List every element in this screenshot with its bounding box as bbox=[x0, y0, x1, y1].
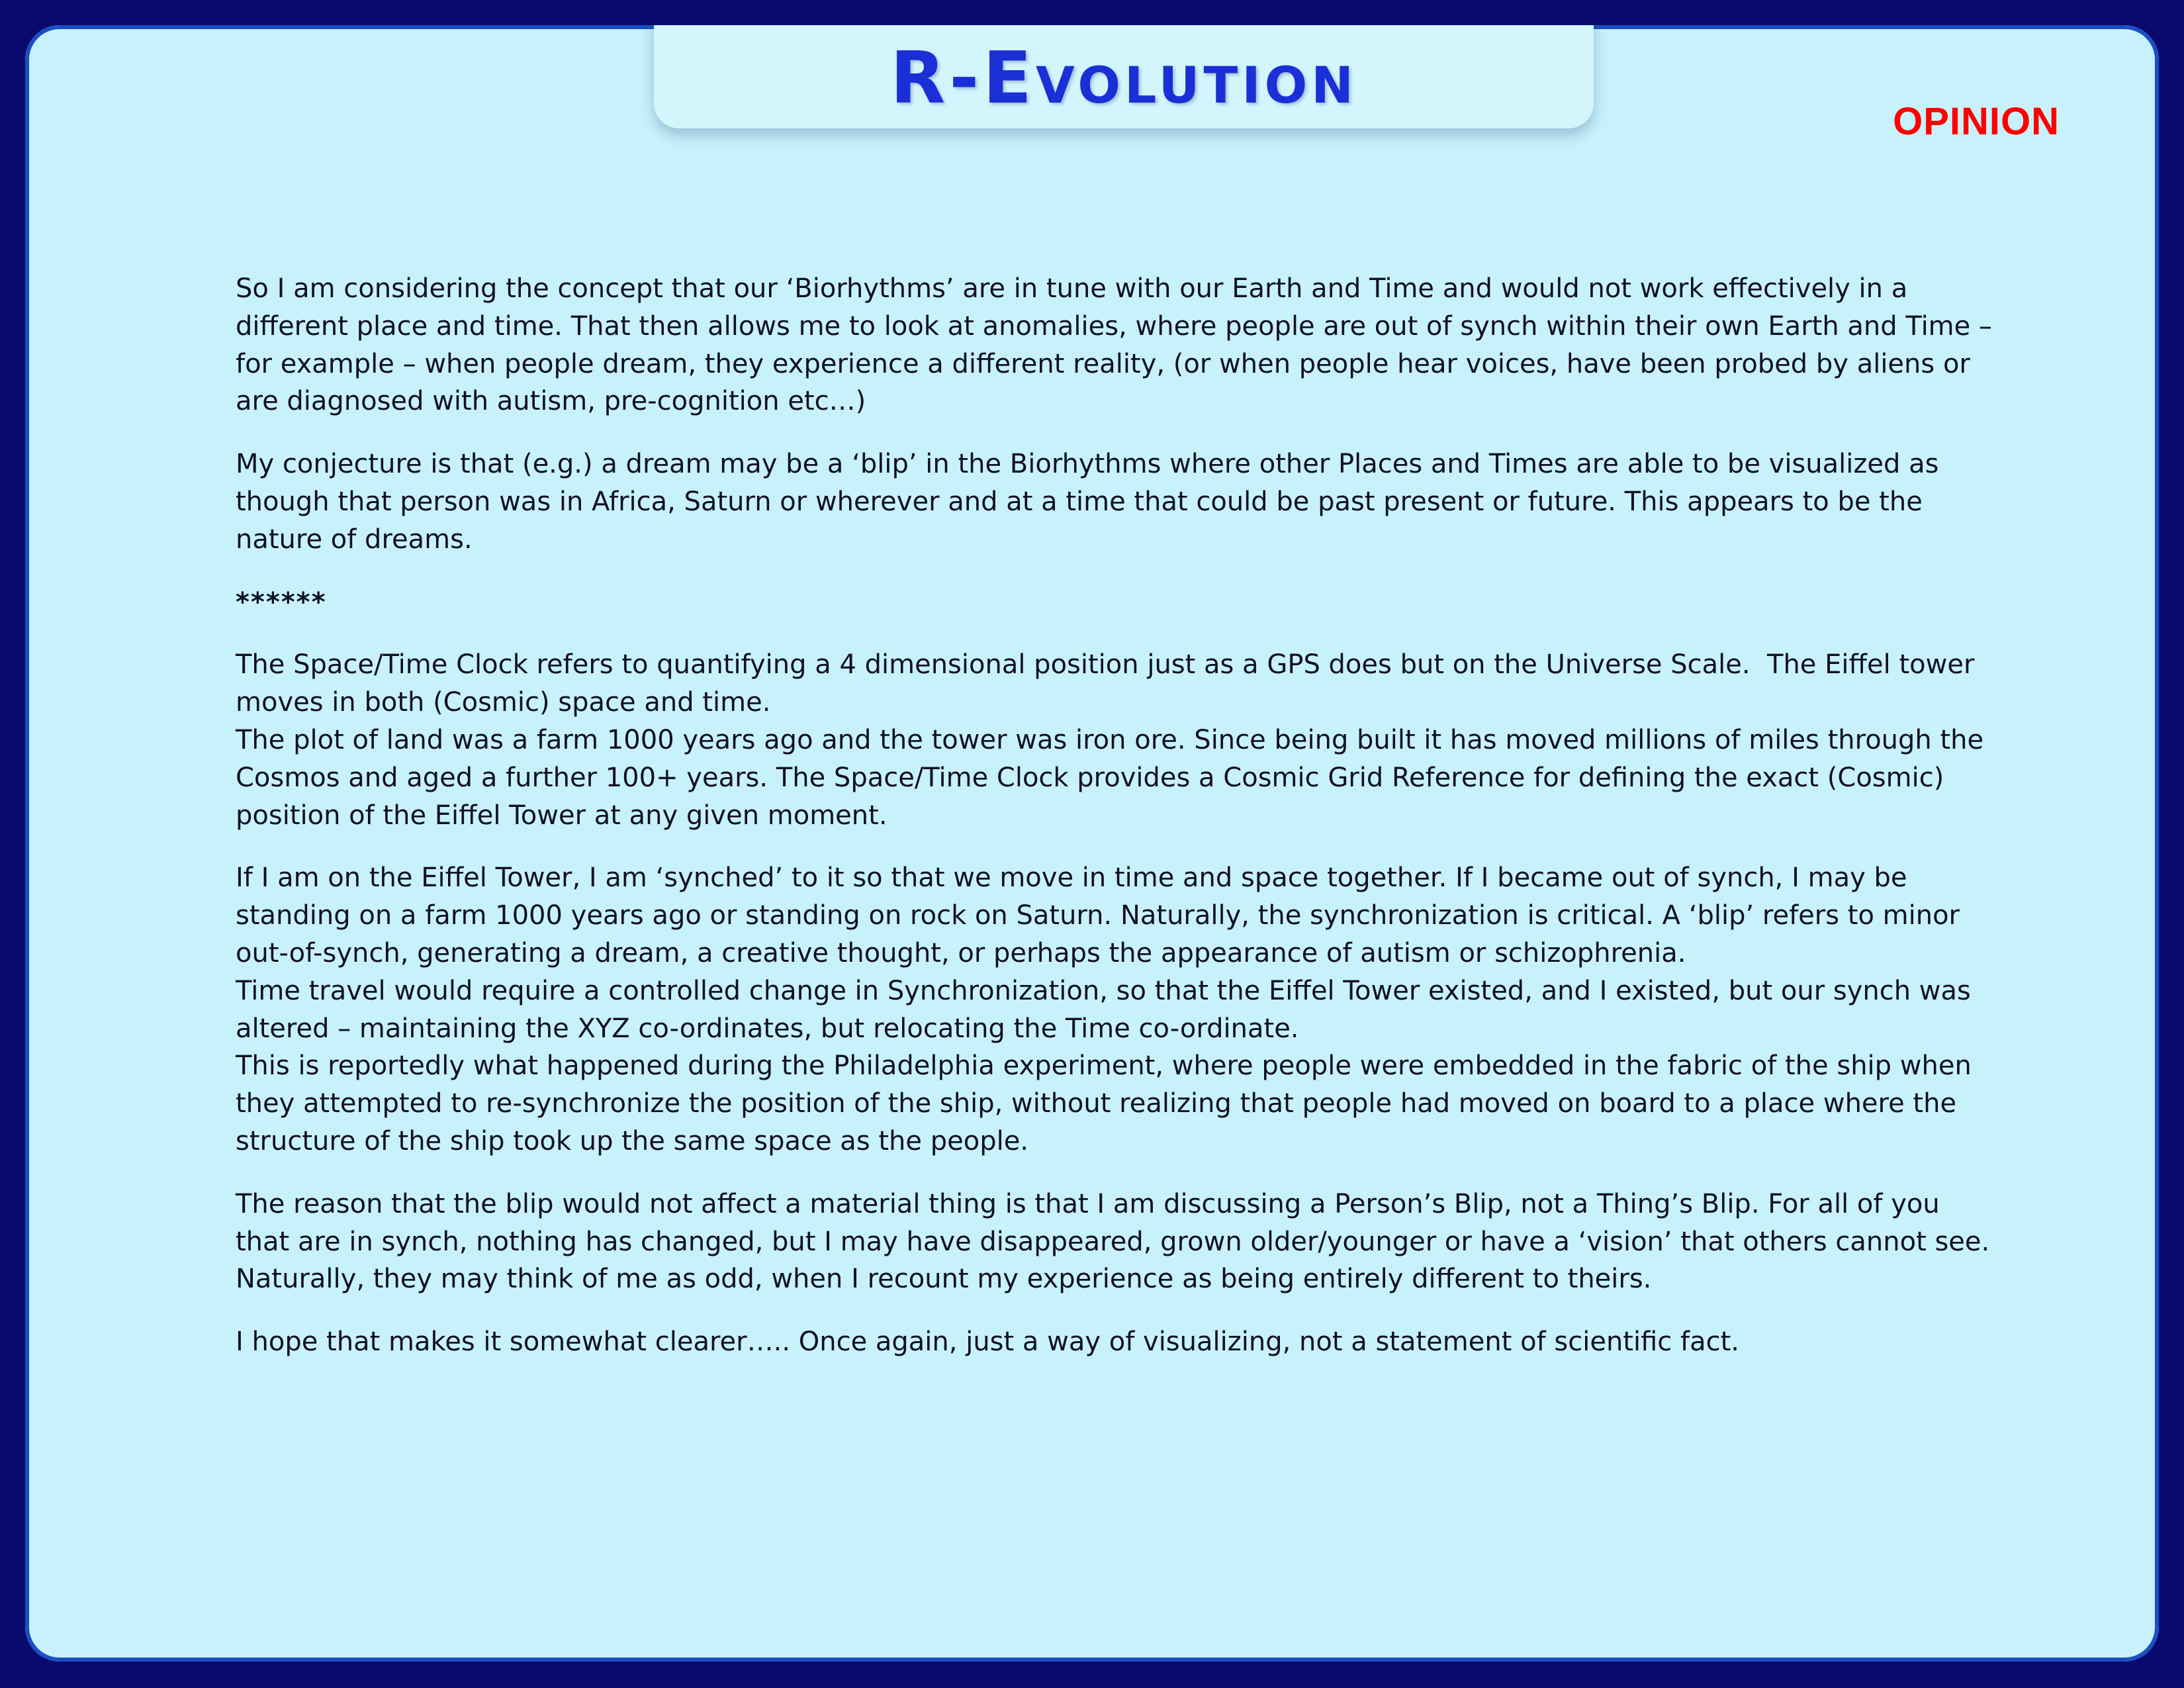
paragraph: The reason that the blip would not affect a material thing is that I am discussing a Person’s Blip, not a Thing’s Blip. For all of you that are in synch, nothing has changed, but I may have disappeared, grown older/younger or have a ‘vision’ that others cannot see. Naturally, they may think of me as odd, when I recount my experience as being entirely different to theirs. bbox=[236, 1188, 1998, 1295]
paragraph: The Space/Time Clock refers to quantifying a 4 dimensional position just as a GPS does but on the Universe Scale. The Eiffel tower moves in both (Cosmic) space and time. bbox=[236, 649, 1983, 718]
paragraph: If I am on the Eiffel Tower, I am ‘synched’ to it so that we move in time and space together. If I became out of synch, I may be standing on a farm 1000 years ago or standing on rock on Saturn. Naturally, the synchronization is critical. A ‘blip’ refers to minor out-of-synch, generating a dream, a creative thought, or perhaps the appearance of autism or schizophrenia. bbox=[236, 863, 1968, 968]
separator-asterisks: ****** bbox=[236, 586, 327, 618]
paragraph: My conjecture is that (e.g.) a dream may be a ‘blip’ in the Biorhythms where other Places and Times are able to be visualized as though that person was in Africa, Saturn or wherever and at a time that could be past present or future. This appears to be the nature of dreams. bbox=[236, 449, 1948, 555]
paragraph: So I am considering the concept that our ‘Biorhythms’ are in tune with our Earth and Time and would not work effectively in a different place and time. That then allows me to look at anomalies, where people are out of synch within their own Earth and Time – for example – when people dream, they experience a different reality, (or when people hear voices, have been probed by aliens or are diagnosed with autism, pre-cognition etc…) bbox=[236, 273, 2001, 417]
slide-canvas bbox=[25, 25, 2159, 1662]
paragraph: Time travel would require a controlled change in Synchronization, so that the Eiffel Tower existed, and I existed, but our synch was altered – maintaining the XYZ co-ordinates, but relocating the Time co-ordinate. bbox=[236, 975, 1979, 1044]
paragraph: This is reportedly what happened during the Philadelphia experiment, where people were embedded in the fabric of the ship when they attempted to re-synchronize the position of the ship, without realizing that people had moved on board to a place where the structure of the ship took up the same space as the people. bbox=[236, 1051, 1980, 1156]
paragraph: The plot of land was a farm 1000 years ago and the tower was iron ore. Since being built it has moved millions of miles through the Cosmos and aged a further 100+ years. The Space/Time Clock provides a Cosmic Grid Reference for defining the exact (Cosmic) position of the Eiffel Tower at any given moment. bbox=[236, 724, 1992, 831]
paragraph: I hope that makes it somewhat clearer….. Once again, just a way of visualizing, not a statement of scientific fact. bbox=[236, 1327, 1739, 1358]
opinion-badge: OPINION bbox=[1893, 100, 2060, 143]
body-text bbox=[236, 270, 2001, 1386]
page-title: R-Evolution bbox=[890, 37, 1357, 120]
